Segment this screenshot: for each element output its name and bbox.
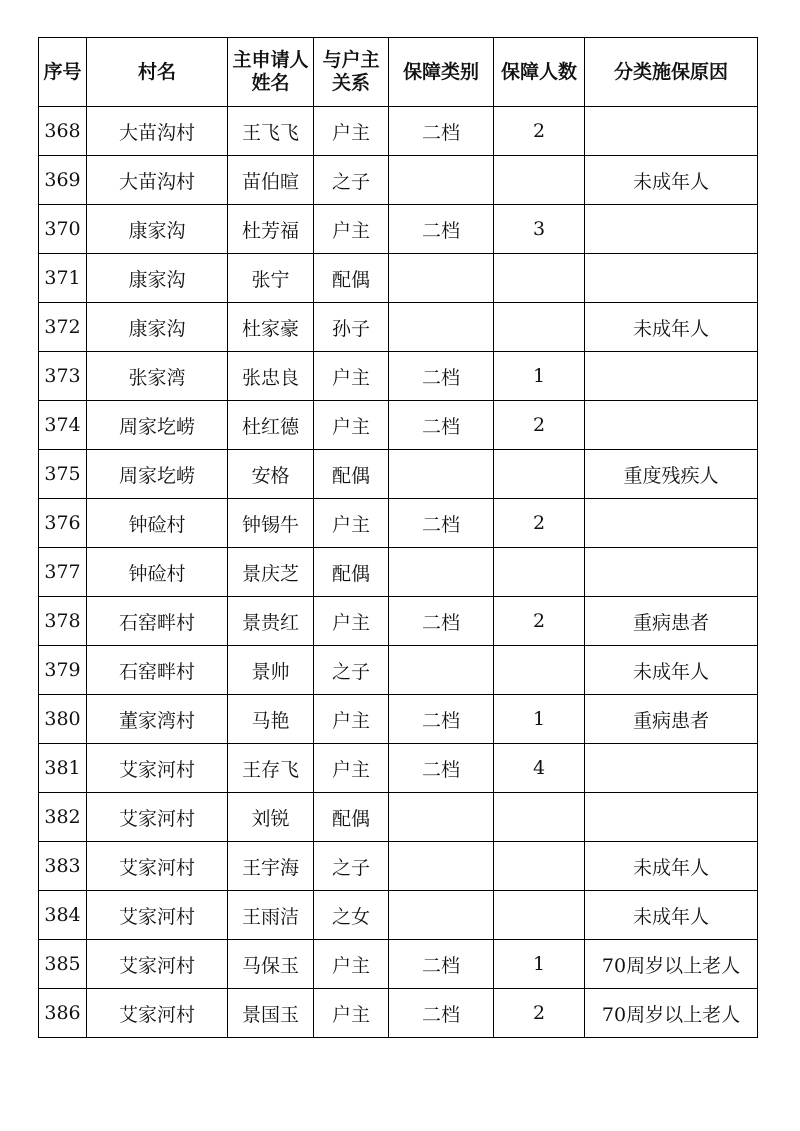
table-row — [39, 940, 758, 989]
cell-applicant-name: 景帅 — [228, 646, 314, 695]
table-body — [39, 107, 758, 1038]
table-row — [39, 156, 758, 205]
cell-village: 周家圪崂 — [87, 450, 228, 499]
cell-seq: 375 — [39, 450, 87, 499]
cell-category: 二档 — [389, 940, 494, 989]
cell-village: 艾家河村 — [87, 940, 228, 989]
cell-reason: 70周岁以上老人 — [585, 940, 758, 989]
table-row — [39, 205, 758, 254]
cell-reason — [585, 548, 758, 597]
cell-village: 大苗沟村 — [87, 156, 228, 205]
cell-village: 石窑畔村 — [87, 646, 228, 695]
cell-applicant-name: 王飞飞 — [228, 107, 314, 156]
table-header — [39, 38, 758, 107]
cell-applicant-name: 安格 — [228, 450, 314, 499]
cell-category — [389, 303, 494, 352]
cell-applicant-name: 苗伯暄 — [228, 156, 314, 205]
cell-relation: 户主 — [314, 940, 389, 989]
cell-reason: 70周岁以上老人 — [585, 989, 758, 1038]
cell-reason: 未成年人 — [585, 842, 758, 891]
cell-village: 董家湾村 — [87, 695, 228, 744]
cell-category: 二档 — [389, 107, 494, 156]
cell-relation: 户主 — [314, 744, 389, 793]
cell-relation: 户主 — [314, 499, 389, 548]
cell-relation: 之女 — [314, 891, 389, 940]
table-row — [39, 744, 758, 793]
header-count: 保障人数 — [494, 38, 585, 107]
cell-relation: 之子 — [314, 156, 389, 205]
cell-category — [389, 891, 494, 940]
cell-count: 2 — [494, 401, 585, 450]
cell-count — [494, 793, 585, 842]
table-row — [39, 107, 758, 156]
cell-applicant-name: 张忠良 — [228, 352, 314, 401]
cell-reason: 重度残疾人 — [585, 450, 758, 499]
cell-applicant-name: 钟锡牛 — [228, 499, 314, 548]
cell-count: 4 — [494, 744, 585, 793]
cell-seq: 368 — [39, 107, 87, 156]
cell-count: 3 — [494, 205, 585, 254]
cell-category: 二档 — [389, 352, 494, 401]
cell-seq: 371 — [39, 254, 87, 303]
cell-count: 2 — [494, 107, 585, 156]
header-reason: 分类施保原因 — [585, 38, 758, 107]
table-row — [39, 597, 758, 646]
cell-applicant-name: 王存飞 — [228, 744, 314, 793]
table-row — [39, 646, 758, 695]
cell-count: 2 — [494, 989, 585, 1038]
cell-seq: 385 — [39, 940, 87, 989]
header-village: 村名 — [87, 38, 228, 107]
cell-relation: 配偶 — [314, 254, 389, 303]
cell-count: 2 — [494, 597, 585, 646]
cell-applicant-name: 景庆芝 — [228, 548, 314, 597]
cell-reason: 未成年人 — [585, 646, 758, 695]
cell-count — [494, 254, 585, 303]
table-row — [39, 450, 758, 499]
cell-village: 艾家河村 — [87, 989, 228, 1038]
cell-relation: 之子 — [314, 842, 389, 891]
cell-relation: 户主 — [314, 205, 389, 254]
cell-reason — [585, 107, 758, 156]
cell-reason — [585, 352, 758, 401]
cell-relation: 户主 — [314, 695, 389, 744]
assistance-roster-table — [38, 37, 758, 1038]
cell-seq: 381 — [39, 744, 87, 793]
cell-reason — [585, 793, 758, 842]
cell-applicant-name: 王宇海 — [228, 842, 314, 891]
cell-relation: 户主 — [314, 352, 389, 401]
cell-seq: 379 — [39, 646, 87, 695]
cell-village: 钟硷村 — [87, 499, 228, 548]
cell-applicant-name: 景贵红 — [228, 597, 314, 646]
cell-seq: 380 — [39, 695, 87, 744]
cell-seq: 369 — [39, 156, 87, 205]
table-row — [39, 842, 758, 891]
cell-seq: 372 — [39, 303, 87, 352]
cell-category: 二档 — [389, 499, 494, 548]
table-row — [39, 695, 758, 744]
header-seq: 序号 — [39, 38, 87, 107]
cell-reason: 未成年人 — [585, 156, 758, 205]
cell-applicant-name: 景国玉 — [228, 989, 314, 1038]
cell-seq: 378 — [39, 597, 87, 646]
cell-village: 钟硷村 — [87, 548, 228, 597]
cell-category — [389, 842, 494, 891]
cell-category: 二档 — [389, 401, 494, 450]
cell-reason — [585, 744, 758, 793]
cell-category — [389, 254, 494, 303]
cell-category: 二档 — [389, 744, 494, 793]
cell-village: 艾家河村 — [87, 842, 228, 891]
cell-village: 石窑畔村 — [87, 597, 228, 646]
cell-category — [389, 646, 494, 695]
table-row — [39, 989, 758, 1038]
cell-relation: 户主 — [314, 401, 389, 450]
cell-seq: 383 — [39, 842, 87, 891]
cell-seq: 376 — [39, 499, 87, 548]
cell-seq: 386 — [39, 989, 87, 1038]
table-row — [39, 548, 758, 597]
cell-village: 艾家河村 — [87, 891, 228, 940]
table-row — [39, 891, 758, 940]
table-row — [39, 303, 758, 352]
cell-seq: 370 — [39, 205, 87, 254]
table-row — [39, 352, 758, 401]
cell-village: 张家湾 — [87, 352, 228, 401]
cell-relation: 户主 — [314, 597, 389, 646]
cell-relation: 之子 — [314, 646, 389, 695]
cell-count: 1 — [494, 352, 585, 401]
cell-category: 二档 — [389, 989, 494, 1038]
cell-relation: 户主 — [314, 107, 389, 156]
cell-applicant-name: 马艳 — [228, 695, 314, 744]
cell-seq: 384 — [39, 891, 87, 940]
cell-reason: 未成年人 — [585, 891, 758, 940]
cell-relation: 配偶 — [314, 548, 389, 597]
cell-village: 艾家河村 — [87, 744, 228, 793]
cell-count — [494, 891, 585, 940]
cell-count: 1 — [494, 695, 585, 744]
cell-village: 康家沟 — [87, 303, 228, 352]
cell-category — [389, 548, 494, 597]
table-row — [39, 254, 758, 303]
cell-reason: 重病患者 — [585, 695, 758, 744]
cell-reason: 重病患者 — [585, 597, 758, 646]
cell-relation: 配偶 — [314, 793, 389, 842]
table-row — [39, 401, 758, 450]
cell-seq: 373 — [39, 352, 87, 401]
cell-applicant-name: 王雨洁 — [228, 891, 314, 940]
header-row — [39, 38, 758, 107]
cell-count — [494, 646, 585, 695]
header-category: 保障类别 — [389, 38, 494, 107]
cell-relation: 配偶 — [314, 450, 389, 499]
cell-relation: 孙子 — [314, 303, 389, 352]
cell-count — [494, 450, 585, 499]
cell-category — [389, 793, 494, 842]
cell-category: 二档 — [389, 695, 494, 744]
cell-category: 二档 — [389, 597, 494, 646]
cell-reason — [585, 499, 758, 548]
cell-reason — [585, 205, 758, 254]
cell-applicant-name: 杜红德 — [228, 401, 314, 450]
cell-applicant-name: 马保玉 — [228, 940, 314, 989]
cell-seq: 382 — [39, 793, 87, 842]
cell-applicant-name: 杜家豪 — [228, 303, 314, 352]
cell-count — [494, 548, 585, 597]
cell-seq: 377 — [39, 548, 87, 597]
cell-village: 周家圪崂 — [87, 401, 228, 450]
cell-count — [494, 303, 585, 352]
cell-category — [389, 156, 494, 205]
cell-count: 2 — [494, 499, 585, 548]
cell-count — [494, 156, 585, 205]
cell-village: 康家沟 — [87, 205, 228, 254]
cell-applicant-name: 杜芳福 — [228, 205, 314, 254]
header-applicant: 主申请人姓名 — [228, 38, 314, 107]
table-row — [39, 499, 758, 548]
cell-count — [494, 842, 585, 891]
cell-reason: 未成年人 — [585, 303, 758, 352]
cell-count: 1 — [494, 940, 585, 989]
cell-applicant-name: 张宁 — [228, 254, 314, 303]
cell-village: 康家沟 — [87, 254, 228, 303]
cell-category — [389, 450, 494, 499]
header-relation: 与户主关系 — [314, 38, 389, 107]
table-row — [39, 793, 758, 842]
cell-reason — [585, 254, 758, 303]
cell-relation: 户主 — [314, 989, 389, 1038]
cell-applicant-name: 刘锐 — [228, 793, 314, 842]
cell-village: 艾家河村 — [87, 793, 228, 842]
cell-category: 二档 — [389, 205, 494, 254]
cell-village: 大苗沟村 — [87, 107, 228, 156]
cell-reason — [585, 401, 758, 450]
cell-seq: 374 — [39, 401, 87, 450]
